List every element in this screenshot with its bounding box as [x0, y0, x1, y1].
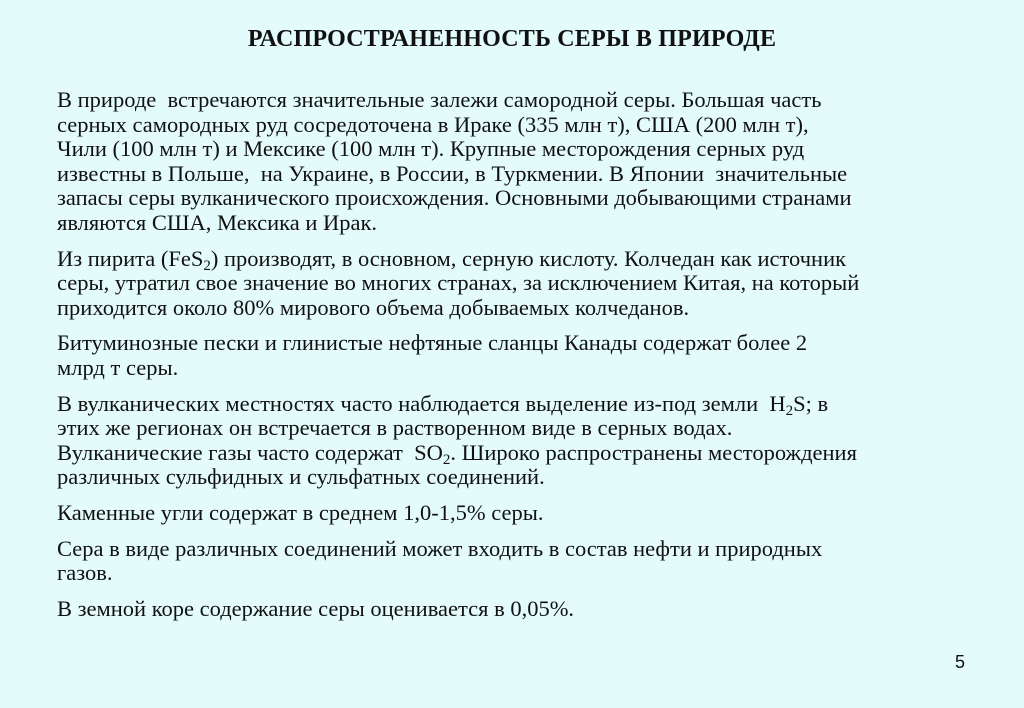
text-segment: газов.: [57, 560, 113, 586]
text-segment: Чили (100 млн т) и Мексике (100 млн т). Крупные месторождения серных руд: [57, 136, 805, 162]
paragraph: [57, 597, 1017, 622]
text-segment: Битуминозные пески и глинистые нефтяные сланцы Канады содержат более 2: [57, 330, 808, 356]
text-line: [57, 113, 1017, 138]
slide-body: [57, 88, 1017, 632]
text-line: [57, 501, 1017, 526]
text-line: [57, 416, 1017, 441]
text-segment: В природе встречаются значительные залежи самородной серы. Большая часть: [57, 87, 822, 112]
text-line: [57, 392, 1017, 417]
text-line: [57, 597, 1017, 622]
text-segment: приходится около 80% мирового объема добываемых колчеданов.: [57, 294, 690, 320]
text-line: [57, 441, 1017, 466]
subscript: 2: [785, 402, 794, 419]
text-segment: Из пирита (FeS: [57, 245, 204, 271]
text-segment: запасы серы вулканического происхождения. Основными добывающими странами: [57, 185, 852, 211]
text-line: [57, 356, 1017, 381]
text-segment: серы, утратил свое значение во многих странах, за исключением Китая, на который: [57, 270, 860, 296]
text-segment: Каменные угли содержат в среднем 1,0-1,5% серы.: [57, 499, 544, 525]
text-segment: этих же регионах он встречается в растворенном виде в серных водах.: [57, 415, 733, 441]
page-number: 5: [955, 652, 966, 672]
paragraph: [57, 392, 1017, 490]
paragraph: [57, 331, 1017, 380]
text-line: [57, 271, 1017, 296]
paragraph: [57, 501, 1017, 526]
text-line: [57, 211, 1017, 236]
paragraph: [57, 88, 1017, 236]
text-line: [57, 465, 1017, 490]
text-segment: различных сульфидных и сульфатных соединений.: [57, 464, 545, 490]
text-segment: В земной коре содержание серы оценивается в 0,05%.: [57, 595, 575, 621]
text-line: [57, 537, 1017, 562]
text-segment: Сера в виде различных соединений может входить в состав нефти и природных: [57, 535, 823, 561]
text-line: [57, 247, 1017, 272]
text-line: [57, 331, 1017, 356]
text-segment: . Широко распространены месторождения: [450, 439, 857, 465]
text-line: [57, 186, 1017, 211]
text-segment: ) производят, в основном, серную кислоту. Колчедан как источник: [210, 245, 847, 271]
text-segment: являются США, Мексика и Ирак.: [57, 209, 378, 235]
paragraph: [57, 537, 1017, 586]
text-line: [57, 561, 1017, 586]
text-segment: серных самородных руд сосредоточена в Ираке (335 млн т), США (200 млн т),: [57, 111, 809, 137]
slide-title: РАСПРОСТРАНЕННОСТЬ СЕРЫ В ПРИРОДЕ: [247, 26, 777, 52]
subscript: 2: [203, 257, 211, 274]
text-segment: В вулканических местностях часто наблюдается выделение из-под земли H: [57, 390, 786, 416]
text-segment: известны в Польше, на Украине, в России, в Туркмении. В Японии значительные: [57, 160, 848, 186]
paragraph: [57, 247, 1017, 321]
text-segment: S; в: [793, 390, 829, 416]
text-line: [57, 137, 1017, 162]
text-segment: Вулканические газы часто содержат SO: [57, 439, 443, 465]
text-line: [57, 88, 1017, 113]
text-segment: млрд т серы.: [57, 354, 179, 380]
subscript: 2: [442, 451, 451, 468]
text-line: [57, 296, 1017, 321]
text-line: [57, 162, 1017, 187]
